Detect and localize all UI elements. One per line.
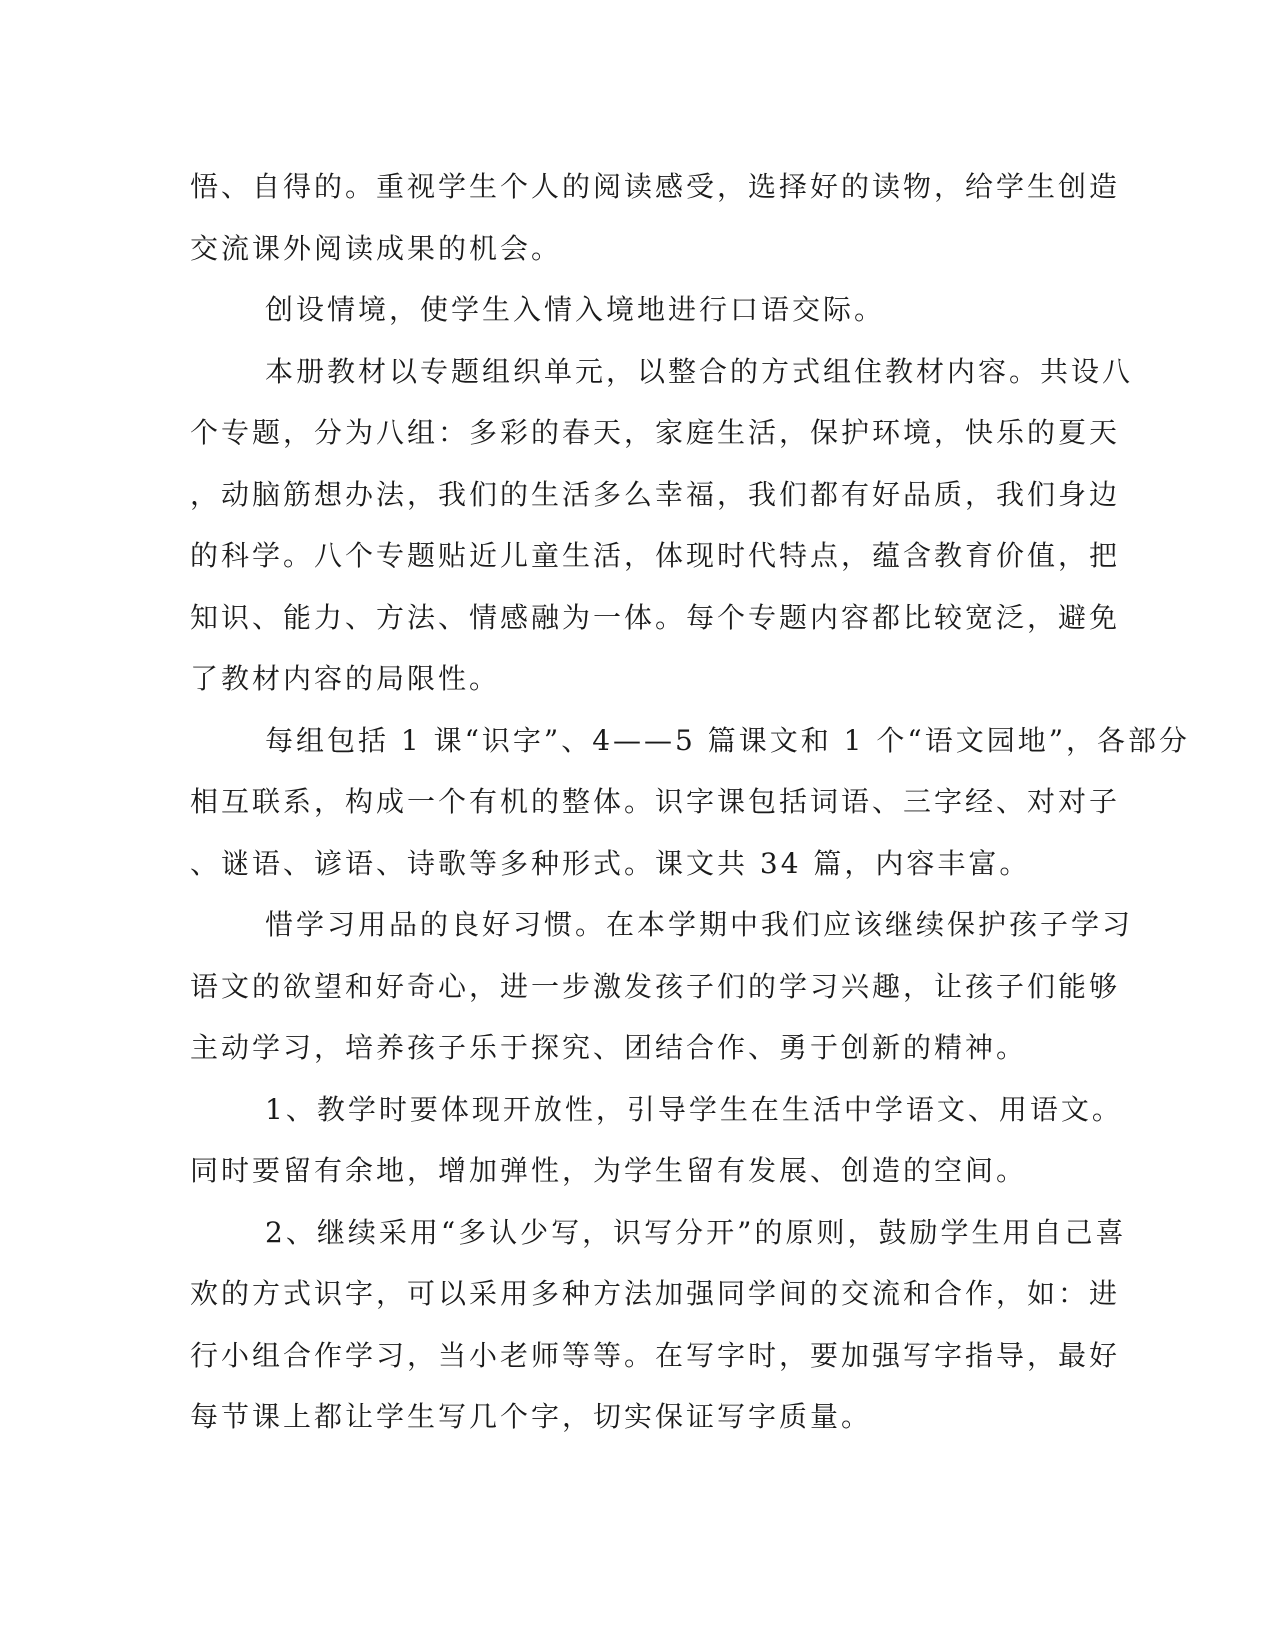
text-line: 的科学。八个专题贴近儿童生活，体现时代特点，蕴含教育价值，把 [190, 539, 1121, 572]
paragraph-first-line: 惜学习用品的良好习惯。在本学期中我们应该继续保护孩子学习 [265, 908, 1134, 941]
text-line: 悟、自得的。重视学生个人的阅读感受，选择好的读物，给学生创造 [190, 170, 1121, 203]
paragraph-first-line: 本册教材以专题组织单元，以整合的方式组住教材内容。共设八 [265, 354, 1134, 388]
paragraph-first-line: 2、继续采用“多认少写，识写分开”的原则，鼓励学生用自己喜 [265, 1215, 1127, 1249]
text-line: 相互联系，构成一个有机的整体。识字课包括词语、三字经、对对子 [190, 785, 1121, 818]
text-line: 行小组合作学习，当小老师等等。在写字时，要加强写字指导，最好 [190, 1338, 1121, 1372]
text-line: 知识、能力、方法、情感融为一体。每个专题内容都比较宽泛，避免 [190, 600, 1121, 634]
document-body [190, 156, 1191, 1448]
text-line: 主动学习，培养孩子乐于探究、团结合作、勇于创新的精神。 [190, 1031, 1028, 1064]
text-line: 、谜语、谚语、诗歌等多种形式。课文共 34 篇，内容丰富。 [190, 846, 1031, 880]
text-line: 语文的欲望和好奇心，进一步激发孩子们的学习兴趣，让孩子们能够 [190, 969, 1121, 1003]
paragraph-first-line: 1、教学时要体现开放性，引导学生在生活中学语文、用语文。 [265, 1092, 1123, 1126]
text-line: ，动脑筋想办法，我们的生活多么幸福，我们都有好品质，我们身边 [190, 477, 1121, 511]
paragraph-first-line: 每组包括 1 课“识字”、4——5 篇课文和 1 个“语文园地”，各部分 [265, 723, 1191, 757]
text-line: 了教材内容的局限性。 [190, 662, 501, 695]
text-line: 个专题，分为八组：多彩的春天，家庭生活，保护环境，快乐的夏天 [190, 416, 1121, 449]
text-line: 每节课上都让学生写几个字，切实保证写字质量。 [190, 1400, 873, 1433]
text-line: 同时要留有余地，增加弹性，为学生留有发展、创造的空间。 [190, 1154, 1028, 1187]
paragraph-first-line: 创设情境，使学生入情入境地进行口语交际。 [265, 293, 886, 326]
text-line: 欢的方式识字，可以采用多种方法加强同学间的交流和合作，如：进 [190, 1277, 1121, 1310]
text-line: 交流课外阅读成果的机会。 [190, 231, 563, 265]
